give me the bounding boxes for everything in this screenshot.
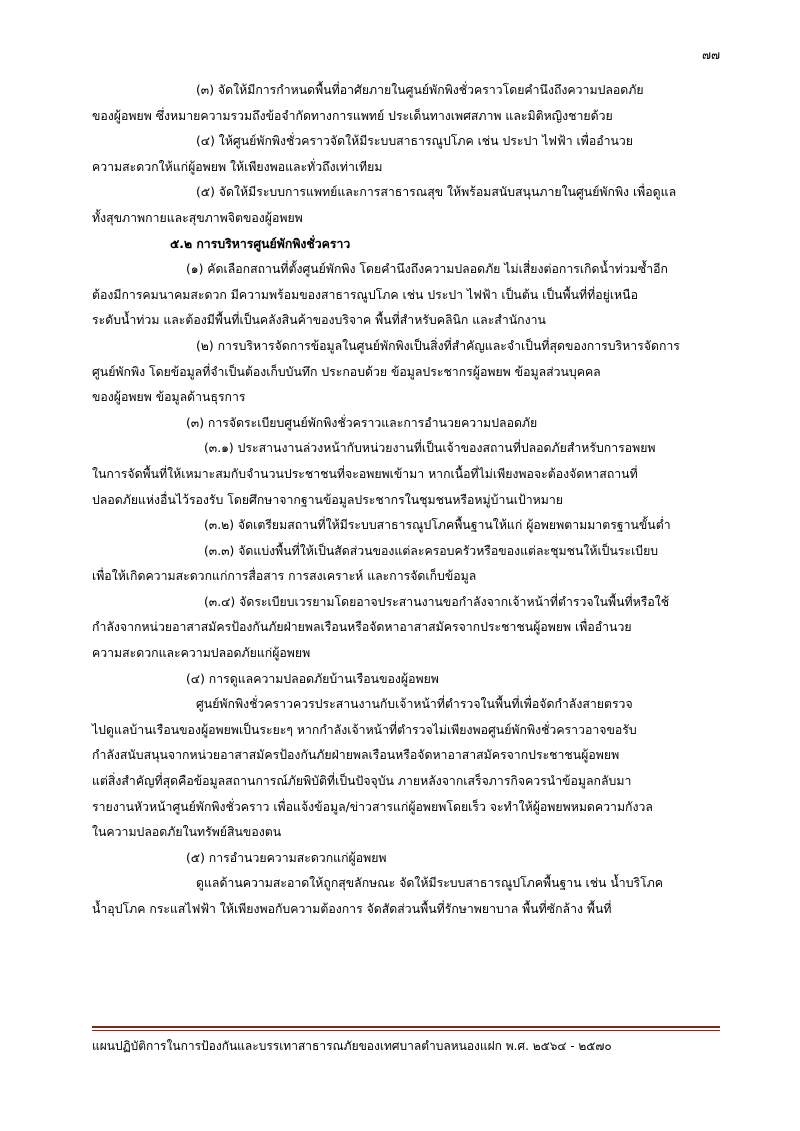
text-line: ศูนย์พักพิงชั่วคราวควรประสานงานกับเจ้าหน้าที่ตำรวจในพื้นที่เพื่อจัดกำลังสายตรวจ: [196, 697, 633, 712]
paragraph: [92, 846, 720, 872]
paragraph: [92, 667, 720, 693]
text-line: เพื่อให้เกิดความสะดวกแก่การสื่อสาร การสงเคราะห์ และการจัดเก็บข้อมูล: [92, 569, 477, 584]
text-line: (๓.๔) จัดระเบียบเวรยามโดยอาจประสานงานขอกำลังจากเจ้าหน้าที่ตำรวจในพื้นที่หรือใช้: [204, 594, 670, 609]
text-line: (๓.๒) จัดเตรียมสถานที่ให้มีระบบสาธารณูปโภคพื้นฐานให้แก่ ผู้อพยพตามมาตรฐานขั้นต่ำ: [204, 518, 671, 533]
footer-text: แผนปฏิบัติการในการป้องกันและบรรเทาสาธารณภัยของเทศบาลตำบลหนองแฝก พ.ศ. ๒๕๖๔ - ๒๕๗๐: [92, 1039, 612, 1053]
text-line: (๒) การบริหารจัดการข้อมูลในศูนย์พักพิงเป็นสิ่งที่สำคัญและจำเป็นที่สุดของการบริหารจัดการ: [196, 338, 680, 353]
text-line: ปลอดภัยแห่งอื่นไว้รองรับ โดยศึกษาจากฐานข้อมูลประชากรในชุมชนหรือหมู่บ้านเป้าหมาย: [92, 492, 563, 507]
text-line: กำลังสนับสนุนจากหน่วยอาสาสมัครป้องกันภัยฝ่ายพลเรือนหรือจัดหาอาสาสมัครจากประชาชนผู้อพยพ: [92, 748, 620, 763]
paragraph: [92, 78, 720, 129]
page-number: ๗๗: [701, 48, 720, 62]
paragraph: [92, 590, 720, 667]
footer-divider: [92, 1030, 720, 1031]
text-line: (๔) การดูแลความปลอดภัยบ้านเรือนของผู้อพยพ: [186, 671, 439, 686]
paragraph: [92, 257, 720, 334]
text-line: (๕) จัดให้มีระบบการแพทย์และการสาธารณสุข ให้พร้อมสนับสนุนภายในศูนย์พักพิง เพื่อดูแล: [196, 185, 677, 200]
paragraph: [92, 334, 720, 411]
text-line: (๓.๑) ประสานงานล่วงหน้ากับหน่วยงานที่เป็นเจ้าของสถานที่ปลอดภัยสำหรับการอพยพ: [204, 441, 656, 456]
text-line: ความสะดวกและความปลอดภัยแก่ผู้อพยพ: [92, 646, 311, 661]
text-line: ไปดูแลบ้านเรือนของผู้อพยพเป็นระยะๆ หากกำลังเจ้าหน้าที่ตำรวจไม่เพียงพอศูนย์พักพิงชั่วคราวอาจขอรับ: [92, 722, 637, 737]
text-line: ความสะดวกให้แก่ผู้อพยพ ให้เพียงพอและทั่วถึงเท่าเทียม: [92, 159, 383, 174]
paragraph: [92, 436, 720, 513]
text-line: (๑) คัดเลือกสถานที่ตั้งศูนย์พักพิง โดยคำนึงถึงความปลอดภัย ไม่เสี่ยงต่อการเกิดน้ำท่วมซ้ำอีก: [186, 262, 668, 277]
paragraph: [92, 411, 720, 437]
text-line: ของผู้อพยพ ซึ่งหมายความรวมถึงข้อจำกัดทางการแพทย์ ประเด็นทางเพศสภาพ และมิติหญิงชายด้วย: [92, 108, 613, 123]
text-line: (๓.๓) จัดแบ่งพื้นที่ให้เป็นสัดส่วนของแต่ละครอบครัวหรือของแต่ละชุมชนให้เป็นระเบียบ: [204, 543, 659, 558]
text-line: ในความปลอดภัยในทรัพย์สินของตน: [92, 825, 282, 840]
text-line: ของผู้อพยพ ข้อมูลด้านธุรการ: [92, 390, 246, 405]
text-line: ศูนย์พักพิง โดยข้อมูลที่จำเป็นต้องเก็บบันทึก ประกอบด้วย ข้อมูลประชากรผู้อพยพ ข้อมูลส่วนบุคคล: [92, 364, 601, 379]
text-line: ดูแลด้านความสะอาดให้ถูกสุขลักษณะ จัดให้มีระบบสาธารณูปโภคพื้นฐาน เช่น น้ำบริโภค: [196, 876, 664, 891]
section-heading: [92, 232, 720, 258]
paragraph: [92, 871, 720, 922]
text-line: (๕) การอำนวยความสะดวกแก่ผู้อพยพ: [186, 850, 387, 865]
text-line: รายงานหัวหน้าศูนย์พักพิงชั่วคราว เพื่อแจ้งข้อมูล/ข่าวสารแก่ผู้อพยพโดยเร็ว จะทำให้ผู้อพยพหมดความกังวล: [92, 799, 653, 814]
document-body: [92, 78, 720, 923]
paragraph: [92, 692, 720, 846]
text-line: (๔) ให้ศูนย์พักพิงชั่วคราวจัดให้มีระบบสาธารณูปโภค เช่น ประปา ไฟฟ้า เพื่ออำนวย: [196, 134, 634, 149]
text-line: (๓) การจัดระเบียบศูนย์พักพิงชั่วคราวและการอำนวยความปลอดภัย: [186, 415, 538, 430]
text-line: ระดับน้ำท่วม และต้องมีพื้นที่เป็นคลังสินค้าของบริจาค พื้นที่สำหรับคลินิก และสำนักงาน: [92, 313, 546, 328]
paragraph: [92, 513, 720, 539]
text-line: ๕.๒ การบริหารศูนย์พักพิงชั่วคราว: [170, 236, 351, 251]
text-line: (๓) จัดให้มีการกำหนดพื้นที่อาศัยภายในศูนย์พักพิงชั่วคราวโดยคำนึงถึงความปลอดภัย: [196, 83, 644, 97]
paragraph: [92, 129, 720, 180]
text-line: ต้องมีการคมนาคมสะดวก มีความพร้อมของสาธารณูปโภค เช่น ประปา ไฟฟ้า เป็นต้น เป็นพื้นที่ที่อยู่เหนือ: [92, 287, 638, 302]
paragraph: [92, 539, 720, 590]
text-line: แต่สิ่งสำคัญที่สุดคือข้อมูลสถานการณ์ภัยพิบัติที่เป็นปัจจุบัน ภายหลังจากเสร็จภารกิจควรนำข้อมูลกลับมา: [92, 774, 632, 789]
paragraph: [92, 180, 720, 231]
footer-divider: [92, 1026, 720, 1028]
text-line: ในการจัดพื้นที่ให้เหมาะสมกับจำนวนประชาชนที่จะอพยพเข้ามา หากเนื้อที่ไม่เพียงพอจะต้องจัดหาสถานที่: [92, 466, 638, 481]
text-line: น้ำอุปโภค กระแสไฟฟ้า ให้เพียงพอกับความต้องการ จัดสัดส่วนพื้นที่รักษาพยาบาล พื้นที่ซักล้าง พื้นที่: [92, 902, 612, 916]
text-line: กำลังจากหน่วยอาสาสมัครป้องกันภัยฝ่ายพลเรือนหรือจัดหาอาสาสมัครจากประชาชนผู้อพยพ เพื่ออำนวย: [92, 620, 632, 635]
text-line: ทั้งสุขภาพกายและสุขภาพจิตของผู้อพยพ: [92, 210, 303, 225]
